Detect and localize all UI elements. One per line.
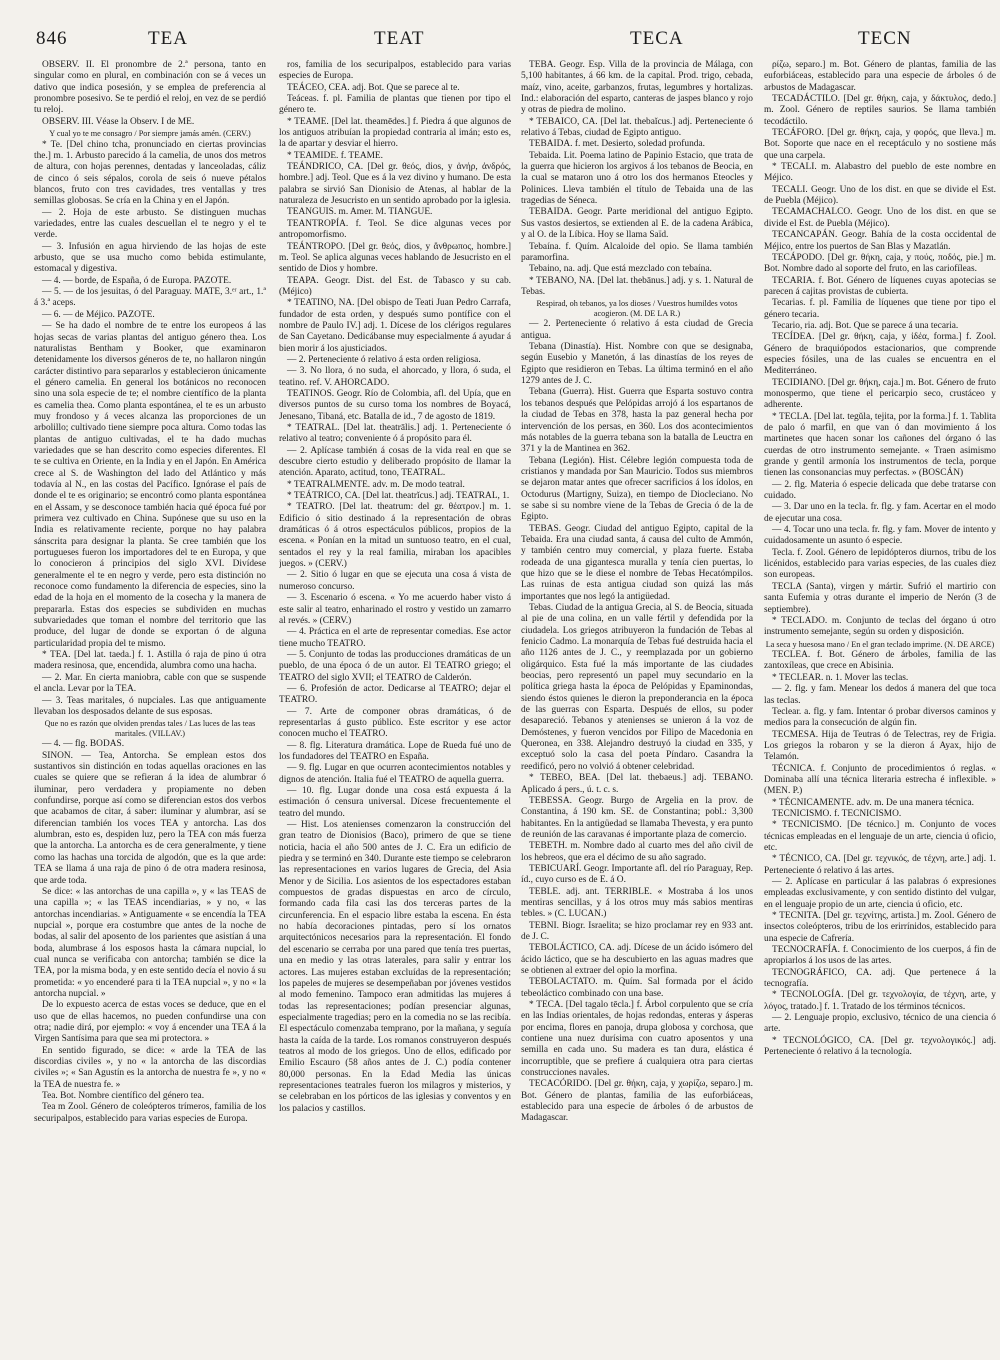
dictionary-entry: — 4. Tocar uno una tecla. fr. flg. y fam. Mover de intento y cuidadosamente un asunto ó especie. bbox=[764, 525, 996, 547]
dictionary-entry: * TEBANO, NA. [Del lat. thebānus.] adj. y s. 1. Natural de Tebas. bbox=[521, 275, 753, 297]
dictionary-entry: * TEATRAL. [Del lat. theatrālis.] adj. 1. Perteneciente ó relativo al teatro; conveniente ó á propósito para él. bbox=[279, 423, 511, 445]
dictionary-entry: * TEAME. [Del lat. theamēdes.] f. Piedra á que algunos de los antiguos atribuían la propiedad contraria al imán; esto es, la de apartar y desviar el hierro. bbox=[279, 116, 511, 150]
guide-word-teat: TEAT bbox=[374, 28, 425, 49]
dictionary-entry: — 2. flg. Materia ó especie delicada que debe tratarse con cuidado. bbox=[764, 479, 996, 502]
dictionary-entry: — 2. Hoja de este arbusto. Se distinguen muchas variedades, entre las cuales descuellan el te negro y el te verde. bbox=[34, 207, 266, 241]
column-2 bbox=[279, 60, 511, 1352]
dictionary-entry: Tecla. f. Zool. Género de lepidópteros diurnos, tribu de los licénidos, establecido para varias especies, de las cuales diez son europeas. bbox=[764, 547, 996, 581]
dictionary-entry: Tebana (Guerra). Hist. Guerra que Esparta sostuvo contra los tebanos después que Pelópidas arrojó á los espartanos de la ciudad de Tebas en 378, hasta la paz general hecha por intervención de los persas, en 360. Los dos acontecimientos más notables de la guerra tebana son la batalla de Leuctra en 371 y la de Mantinea en 362. bbox=[521, 387, 753, 455]
dictionary-entry: TEANTROPÍA. f. Teol. Se dice algunas veces por antropomorfismo. bbox=[279, 218, 511, 241]
dictionary-entry: * TEATRALMENTE. adv. m. De modo teatral. bbox=[287, 479, 465, 490]
dictionary-entry: * TECLEAR. n. 1. Mover las teclas. bbox=[772, 672, 909, 683]
dictionary-entry: TEBOLÁCTICO, CA. adj. Dícese de un ácido isómero del ácido láctico, que se ha descubierto en las aguas madres que se obtienen al extraer del opio la morfina. bbox=[521, 943, 753, 976]
dictionary-entry: Teáceas. f. pl. Familia de plantas que tienen por tipo el género te. bbox=[279, 94, 511, 116]
quotation: Respirad, oh tebanos, ya los dioses / Vuestros humildes votos acogieron. (M. DE LA R.) bbox=[536, 299, 738, 318]
dictionary-entry: — Se ha dado el nombre de te entre los europeos á las hojas secas de varias plantas del antiguo género thea. Los naturalistas Bentham y Booker, que examinaron detenidamente los diversos géneros de te, no hallaron ningún carácter distintivo para separarlos y establecieron únicamente el género camelia. En general los botánicos no reconocen sino una sola especie de te; el nombre científico de la planta es camelia thea. Como planta espontánea, el te es un arbusto muy frondoso y á veces alcanza las proporciones de un arbolillo; cultivado tiene siempre poca altura. Como todas las plantas de antiguo cultivadas, el te ha dado muchas variedades que se han descrito como especies diferentes. El te se cultiva en Oriente, en la India y en el Japón. En América crece al S. de Washington del lado del Atlántico y más todavía al N., en las costas del Pacífico. Ignórase el país de donde el te es originario; se encontró como planta espontánea en el Assam, y se desconoce también hacia qué época fué por primera vez cultivado en China. Supónese que su uso en la India es relativamente reciente, porque no hay palabra sánscrita para designar la planta. Se cree también que los portugueses fueron los importadores del te en Europa, y que lo conocieron á principios del siglo XVI. Divídese generalmente el te en negro y verde, pero esta distinción no reconoce como fundamento la diferencia de especies, sino la edad de la hoja en el momento de la cosecha y la manera de prepararla. Estas dos especies se subdividen en muchas subvariedades que toman el nombre del territorio que las produce, del lugar de donde se exportan ó de alguna particularidad propia del te mismo. bbox=[34, 321, 266, 649]
dictionary-entry: TEBNI. Biogr. Israelita; se hizo proclamar rey en 933 ant. de J. C. bbox=[521, 920, 753, 942]
dictionary-entry: — 8. flg. Literatura dramática. Lope de Rueda fué uno de los fundadores del TEATRO en España. bbox=[279, 740, 511, 762]
dictionary-entry: — 2. Perteneciente ó relativo á esta ciudad de Grecia antigua. bbox=[521, 319, 753, 341]
page-number: 846 bbox=[36, 28, 68, 49]
dictionary-entry: TECLA (Santa), virgen y mártir. Sufrió el martirio con santa Eufemia y otras durante el imperio de Nerón (3 de septiembre). bbox=[764, 581, 996, 615]
column-3 bbox=[521, 60, 753, 1352]
dictionary-entry: TEBAS. Geogr. Ciudad del antiguo Egipto, capital de la Tebaida. Era una ciudad santa, á causa del culto de Ammón, y también centro muy comercial, y plaza fuerte. Estaba rodeada de una gigantesca muralla y tenía cien puertas, lo que hizo que se le diese el nombre de Tebas Hecatómpilos. Las ruinas de esta antigua ciudad son quizá las más importantes que nos legó la antigüedad. bbox=[521, 523, 753, 602]
dictionary-entry: TEÁCEO, CEA. adj. Bot. Que se parece al te. bbox=[287, 82, 460, 93]
dictionary-entry: — 4. Práctica en el arte de representar comedias. Ese actor tiene mucho TEATRO. bbox=[279, 627, 511, 649]
dictionary-entry: TECALI. Geogr. Uno de los dist. en que se divide el Est. de Puebla (Méjico). bbox=[764, 184, 996, 207]
dictionary-entry: OBSERV. II. El pronombre de 2.ª persona, tanto en singular como en plural, en combinación con se á veces un dativo que indica posesión, y se emplea de preferencia al pronombre posesivo. Se te perdió el reloj, en vez de se perdió tu reloj. bbox=[34, 60, 266, 116]
dictionary-entry: — 2. Aplícase también á cosas de la vida real en que se descubre cierto estudio y deliberado propósito de llamar la atención. Aparato, actitud, tono, TEATRAL. bbox=[279, 445, 511, 479]
dictionary-entry: TECIDIANO. [Del gr. θήκη, caja.] m. Bot. Género de fruto monospermo, que tiene el pericarpio seco, crustáceo y adherente. bbox=[764, 377, 996, 411]
dictionary-entry: — 2. Perteneciente ó relativo á esta orden religiosa. bbox=[287, 354, 481, 365]
dictionary-entry: — 9. flg. Lugar en que ocurren acontecimientos notables y dignos de atención. Italia fué el TEATRO de aquella guerra. bbox=[279, 763, 511, 785]
dictionary-entry: TECÁPODO. [Del gr. θήκη, caja, y πούς, ποδός, pie.] m. Bot. Nombre dado al soporte del fruto, en las cariofíleas. bbox=[764, 252, 996, 275]
dictionary-entry: * TEAMIDE. f. TEAME. bbox=[287, 150, 383, 161]
dictionary-entry: * TECALI. m. Alabastro del pueblo de este nombre en Méjico. bbox=[764, 162, 996, 184]
dictionary-entry: TEÁNTROPO. [Del gr. θεός, dios, y ἄνθρωπος, hombre.] m. Teol. Se aplica algunas veces hablando de Jesucristo en el sentido de Dios y hombre. bbox=[279, 241, 511, 275]
dictionary-entry: TEBOLACTATO. m. Quím. Sal formada por el ácido tebeoláctico combinado con una base. bbox=[521, 977, 753, 999]
dictionary-entry: Tea. Bot. Nombre científico del género tea. bbox=[42, 1091, 205, 1102]
dictionary-entry: TECADÁCTILO. [Del gr. θήκη, caja, y δάκτυλος, dedo.] m. Zool. Género de reptiles saurios. Se llama también tecodáctilo. bbox=[764, 94, 996, 127]
dictionary-entry: Se dice: « las antorchas de una capilla », y « las TEAS de una capilla »; « las TEAS incendiarias, » y no, « las antorchas incendiarias. » Antiguamente « se encendía la TEA nupcial », porque era costumbre que antes de la noche de bodas, al salir del aposento de los parientes que asistían á una boda, alumbrase á los esposos hasta la cámara nupcial, lo cual nunca se verificaba con antorcha; también se dice la TEA, por la misma boda, y en este sentido decía el novio á su prometida: « yo encenderé para ti la TEA nupcial », y no « la antorcha nupcial. » bbox=[34, 886, 266, 999]
dictionary-entry: * TECNOLOGÍA. [Del gr. τεχνολογία, de τέχνη, arte, y λόγος, tratado.] f. 1. Tratado de los términos técnicos. bbox=[764, 990, 996, 1012]
dictionary-entry: TECNICISMO. f. TECNICISMO. bbox=[772, 808, 902, 819]
dictionary-entry: — 2. Mar. En cierta maniobra, cable con que se suspende el ancla. Levar por la TEA. bbox=[34, 672, 266, 695]
dictionary-entry: — 10. flg. Lugar donde una cosa está expuesta á la estimación ó censura universal. Dícese frecuentemente el teatro del mundo. bbox=[279, 786, 511, 819]
dictionary-entry: Tea m Zool. Género de coleópteros trímeros, familia de los securipalpos, establecido para varias especies de Europa. bbox=[34, 1102, 266, 1124]
dictionary-entry: — 2. Aplícase en particular á las palabras ó expresiones empleadas exclusivamente, y con sentido distinto del vulgar, en el lenguaje propio de un arte, ciencia ú oficio, etc. bbox=[764, 877, 996, 910]
dictionary-entry: TEÁNDRICO, CA. [Del gr. θεός, dios, y ἀνήρ, ἀνδρός, hombre.] adj. Teol. Que es á la vez divino y humano. De esta palabra se sirvió San Dionisio de Atenas, al hablar de la naturaleza de Jesucristo en un sentido aprobado por la iglesia. bbox=[279, 162, 511, 207]
dictionary-entry: — 3. Dar uno en la tecla. fr. flg. y fam. Acertar en el modo de ejecutar una cosa. bbox=[764, 502, 996, 524]
dictionary-entry: TECÁFORO. [Del gr. θήκη, caja, y φορός, que lleva.] m. Bot. Soporte que nace en el receptáculo y no sostiene más que una carpela. bbox=[764, 128, 996, 161]
dictionary-entry: TEAPA. Geogr. Dist. del Est. de Tabasco y su cab. (Méjico) bbox=[279, 275, 511, 297]
guide-word-tea: TEA bbox=[148, 28, 188, 49]
dictionary-entry: Tebaino, na. adj. Que está mezclado con tebaína. bbox=[529, 264, 712, 275]
dictionary-entry: TECAMACHALCO. Geogr. Uno de los dist. en que se divide el Est. de Puebla (Méjico). bbox=[764, 207, 996, 229]
dictionary-entry: * Te. [Del chino tcha, pronunciado en ciertas provincias the.] m. 1. Arbusto parecido á la camelia, de unos dos metros de altura, con hojas perennes, dentadas y lanceoladas, cáliz de cinco ó seis sépalos, corola de seis ó nueve pétalos blancos, fruto con tres cavidades, tres ventallas y tres semillas globosas. Se cría en la China y en el Japón. bbox=[34, 139, 266, 207]
quotation: Que no es razón que olviden prendas tales / Las luces de las teas maritales. (VILLAV.) bbox=[44, 719, 256, 738]
dictionary-entry: TECACÓRIDO. [Del gr. θήκη, caja, y χωρίζω, separo.] m. Bot. Género de plantas, familia de las euforbiáceas, establecido para una especie de árboles ó de arbustos de Madagascar. bbox=[521, 1079, 753, 1124]
dictionary-entry: — 2. Lenguaje propio, exclusivo, técnico de una ciencia ó arte. bbox=[764, 1013, 996, 1035]
dictionary-entry: TECMESA. Hija de Teutras ó de Telectras, rey de Frigia. Los griegos la robaron y se la dieron á Ayax, hijo de Telamón. bbox=[764, 729, 996, 763]
dictionary-entry: * TÉCNICO, CA. [Del gr. τεχνικός, de τέχνη, arte.] adj. 1. Perteneciente ó relativo á las artes. bbox=[764, 854, 996, 876]
dictionary-entry: — 2. Sitio ó lugar en que se ejecuta una cosa á vista de numeroso concurso. bbox=[279, 570, 511, 592]
dictionary-entry: * TEATINO, NA. [Del obispo de Teati Juan Pedro Carrafa, fundador de esta orden, y después sumo pontífice con el nombre de Paulo IV.] adj. 1. Dícese de los clérigos regulares de San Cayetano. Dedicábanse muy especialmente á ayudar á bien morir á los ajusticiados. bbox=[279, 298, 511, 354]
dictionary-entry: TECÍDEA. [Del gr. θήκη, caja, y ἰδέα, forma.] f. Zool. Género de braquiópodos estacionarios, que comprende especies fósiles, una de las cuales se encuentra en el Mediterráneo. bbox=[764, 332, 996, 377]
dictionary-entry: — 3. No llora, ó no suda, el ahorcado, y llora, ó suda, el teatino. ref. V. AHORCADO. bbox=[279, 366, 511, 388]
dictionary-entry: * TEATRO. [Del lat. theatrum: del gr. θέατρον.] m. 1. Edificio ó sitio destinado á la representación de obras dramáticas ó á otros espectáculos públicos, propios de la escena. « Ponían en la mitad un suntuoso teatro, en el cual, sentados el rey y la real familia, miraban los apacibles juegos. » (CERV.) bbox=[279, 502, 511, 570]
quotation: Y cual yo te me consagro / Por siempre jamás amén. (CERV.) bbox=[49, 129, 251, 139]
dictionary-entry: * TECNITA. [Del gr. τεχνίτης, artista.] m. Zool. Género de insectos coleópteros, tribu de los erirrínidos, establecido para una especie de Cafrería. bbox=[764, 911, 996, 944]
dictionary-entry: Tebaína. f. Quím. Alcaloide del opio. Se llama también paramorfina. bbox=[521, 241, 753, 263]
dictionary-entry: OBSERV. III. Véase la Observ. I de ME. bbox=[42, 116, 195, 127]
dictionary-entry: TEBETH. m. Nombre dado al cuarto mes del año civil de los hebreos, que era el décimo de su año sagrado. bbox=[521, 841, 753, 863]
dictionary-entry: Tecario, ria. adj. Bot. Que se parece á una tecaria. bbox=[772, 320, 959, 331]
dictionary-entry: ros, familia de los securipalpos, establecido para varias especies de Europa. bbox=[279, 60, 511, 82]
dictionary-entry: * TEÁTRICO, CA. [Del lat. theatrĭcus.] adj. TEATRAL, 1. bbox=[287, 491, 510, 502]
dictionary-entry: — 2. flg. y fam. Menear los dedos á manera del que toca las teclas. bbox=[764, 684, 996, 706]
dictionary-entry: — Hist. Los atenienses comenzaron la construcción del gran teatro de Dionisios (Baco), primero de que se tiene noticia, hacia el año 500 antes de J. C. Era un edificio de piedra y se terminó en 340. Durante este tiempo se celebraron las representaciones en varios lugares de Grecia, del Asia Menor y de Sicilia. Los asientos de los espectadores estaban compuestos de gradas dispuestas en arco de círculo, formando cada fila casi las dos terceras partes de la circunferencia. En el espacio libre estaba la escena. En ésta no había decoraciones pintadas, pero sí los ornatos arquitectónicos necesarios para la representación. El fondo del escenario se cerraba por una pared que tenía tres puertas, una en medio y las otras laterales, para salir y entrar los actores. Las mujeres estaban excluídas de la representación; los papeles de mujeres se desempeñaban por jóvenes vestidos al modo femenino. Tampoco eran admitidas las mujeres á todas las representaciones; podían presenciar algunas, especialmente tragedias; pero en la comedia no se las recibía. El espectáculo comenzaba temprano, por la mañana, y seguía hasta la caída de la tarde. Los romanos construyeron después teatros al modo de los griegos. Uno de ellos, edificado por Emilio Escauro (58 años antes de J. C.) podía contener 80,000 personas. En la Edad Media las únicas representaciones teatrales fueron los milagros y misterios, y se celebraban en los pórticos de las iglesias y conventos y en los palacios y castillos. bbox=[279, 820, 511, 1114]
dictionary-entry: TECANCAPÁN. Geogr. Bahía de la costa occidental de Méjico, entre los puertos de San Blas y Mazatlán. bbox=[764, 230, 996, 252]
dictionary-entry: * TECNOLÓGICO, CA. [Del gr. τεχνολογικός.] adj. Perteneciente ó relativo á la tecnología. bbox=[764, 1035, 996, 1058]
dictionary-entry: De lo expuesto acerca de estas voces se deduce, que en el uso que de ellas hacemos, no pueden confundirse una con otra; nadie dirá, por ejemplo: « voy á encender una TEA á la Virgen Santísima para que sea mi protectora. » bbox=[34, 1000, 266, 1045]
guide-word-teca: TECA bbox=[630, 28, 684, 49]
dictionary-entry: Tebana (Dinastía). Hist. Nombre con que se designaba, según Eusebio y Manetón, á las dinastías de los reyes de Egipto que residieron en Tebas. La última terminó en el año 1279 antes de J. C. bbox=[521, 342, 753, 387]
dictionary-entry: — 3. Infusión en agua hirviendo de las hojas de este arbusto, que se usa mucho como bebida estimulante, estomacal y digestiva. bbox=[34, 241, 266, 275]
dictionary-entry: TEBAIDA. f. met. Desierto, soledad profunda. bbox=[529, 139, 705, 150]
dictionary-entry: — 5. Conjunto de todas las producciones dramáticas de un pueblo, de una época ó de un autor. El TEATRO griego; el TEATRO del siglo XVII; el TEATRO de Calderón. bbox=[279, 649, 511, 683]
dictionary-entry: Tebana (Legión). Hist. Célebre legión compuesta toda de cristianos y mandada por San Mauricio. Todos sus miembros se dejaron matar antes que ofrecer sacrificios á los ídolos, en Octodurus (Martigny, Suiza), en tiempo de Diocleciano. No se sabe si su nombre viene de la Tebas de Grecia ó de la de Egipto. bbox=[521, 455, 753, 523]
dictionary-entry: * TEA. [Del lat. taeda.] f. 1. Astilla ó raja de pino ú otra madera resinosa, que, encendida, alumbra como una hacha. bbox=[34, 650, 266, 672]
dictionary-entry: Teclear. a. flg. y fam. Intentar ó probar diversos caminos y medios para la consecución de algún fin. bbox=[764, 706, 996, 729]
dictionary-entry: * TÉCNICAMENTE. adv. m. De una manera técnica. bbox=[772, 797, 975, 808]
dictionary-entry: TEBESSA. Geogr. Burgo de Argelia en la prov. de Constantina, á 190 km. SE. de Constantina; pobl.: 3,300 habitantes. En la antigüedad se llamaba Thevesta, y era punto de reunión de las caravanas é importante plaza de comercio. bbox=[521, 795, 753, 840]
dictionary-entry: En sentido figurado, se dice: « arde la TEA de las discordias civiles », y no « la antorcha de las discordias civiles »; « San Agustín es la antorcha de nuestra fe », y no « la TEA de nuestra fe. » bbox=[34, 1045, 266, 1090]
dictionary-entry: — 3. Escenario ó escena. « Yo me acuerdo haber visto á este salir al teatro, enharinado el rostro y vestido un zamarro al revés. » (CERV.) bbox=[279, 593, 511, 626]
dictionary-entry: — 4. — flg. BODAS. bbox=[42, 739, 125, 750]
dictionary-entry: — 5. — de los jesuitas, ó del Paraguay. MATE, 3.ᵉʳ art., 1.ª á 3.ª aceps. bbox=[34, 287, 266, 309]
dictionary-entry: Tebas. Ciudad de la antigua Grecia, al S. de Beocia, situada al pie de una colina, en un valle fértil y defendida por la ciudadela. Los griegos atribuyeron la fundación de Tebas al fenicio Cadmo. La monarquía de Tebas fué destruida hacia el año 1126 antes de J. C., y reemplazada por un gobierno oligárquico. Esta fué la más importante de las ciudades beocias, pero representó un papel muy secundario en la política griega hasta la época de Pelópidas y Epaminondas, siendo éstos quienes le dieron la preponderancia en la época de las guerras con Esparta. Después de ellos, su poder desapareció. Tebanos y atenienses se unieron á la voz de Demóstenes, y fueron vencidos por Filipo de Macedonia en Queronea, en 338. Alejandro destruyó la ciudad en 335, y exceptuó solo la casa del poeta Píndaro. Casandra la reedificó, pero no volvió á obtener celebridad. bbox=[521, 603, 753, 772]
dictionary-entry: — 6. — de Méjico. PAZOTE. bbox=[42, 309, 155, 320]
dictionary-entry: * TECNICISMO. [De técnico.] m. Conjunto de voces técnicas empleadas en el lenguaje de un arte, ciencia ú oficio, etc. bbox=[764, 820, 996, 853]
dictionary-entry: TÉCNICA. f. Conjunto de procedimientos ó reglas. « Dominaba allí una técnica literaria estrecha é inflexible. » (MEN. P.) bbox=[764, 763, 996, 797]
dictionary-entry: TEATINOS. Geogr. Río de Colombia, afl. del Upía, que en diversos puntos de su curso toma los nombres de Boyacá, Jenesano, Tibaná, etc. Batalla de id., 7 de agosto de 1819. bbox=[279, 388, 511, 422]
dictionary-entry: * TEBAICO, CA. [Del lat. thebaĭcus.] adj. Perteneciente ó relativo á Tebas, ciudad de Egipto antiguo. bbox=[521, 116, 753, 139]
column-4 bbox=[764, 60, 996, 1352]
dictionary-entry: Tebaida. Lit. Poema latino de Papinio Estacio, que trata de la guerra que hicieron los argivos á los tebanos de Beocia, en la cual se mataron uno á otro los dos hermanos Eteocles y Polinices. Lleva también el título de Tebaida una de las tragedias de Séneca. bbox=[521, 150, 753, 207]
dictionary-entry: TECARIA. f. Bot. Género de líquenes cuyas apotecias se parecen á cajitas provistas de cubierta. bbox=[764, 275, 996, 297]
dictionary-entry: — 6. Profesión de actor. Dedicarse al TEATRO; dejar el TEATRO. bbox=[279, 683, 511, 706]
dictionary-entry: TECNOGRÁFICO, CA. adj. Que pertenece á la tecnografía. bbox=[764, 967, 996, 990]
dictionary-entry: TEBICUARÍ. Geogr. Importante afl. del río Paraguay, Rep. íd., cuyo curso es de E. á O. bbox=[521, 863, 753, 886]
dictionary-entry: — 3. Teas maritales, ó nupciales. Las que antiguamente llevaban los desposados delante de sus esposas. bbox=[34, 695, 266, 717]
dictionary-entry: * TECLA. [Del lat. tegŭla, tejita, por la forma.] f. 1. Tablita de palo ó marfil, en que van ó dan movimiento á los martinetes que hacen sonar los cañones del órgano ó las cuerdas de otro instrumento semejante. « Traen asimismo grande y gentil armonía los instrumentos de tecla, porque tienen las consonancias muy perfectas. » (BOSCÁN) bbox=[764, 411, 996, 479]
dictionary-entry: — 4. — borde, de España, ó de Europa. PAZOTE. bbox=[42, 275, 232, 286]
dictionary-entry: TEBAIDA. Geogr. Parte meridional del antiguo Egipto. Sus vastos desiertos, se extienden al E. de la cadena Arábica, y al O. de la Líbica. Hoy se llama Saïd. bbox=[521, 207, 753, 241]
dictionary-entry: SINON. — Tea, Antorcha. Se emplean estos dos sustantivos sin distinción en todas aquellas oraciones en las cuales se quiere que se refieran á la idea de alumbrar ó iluminar, pero verdadera y propiamente no deben confundirse, porque así como se diferencian estos dos verbos que acabamos de citar, á saber: iluminar y alumbrar, así se diferencian también los voces TEA y antorcha. Las dos alumbran, esto es, despiden luz, pero la TEA con más fuerza que la antorcha. La antorcha es de cera generalmente, y tiene como las hachas una torcida de algodón, que es la que arde: TEA se llama á una raja de pino ó de otra madera resinosa, que arde toda. bbox=[34, 750, 266, 886]
dictionary-entry: ρίζω, separo.] m. Bot. Género de plantas, familia de las euforbiáceas, establecido para una especie de árboles ó de arbustos de Madagascar. bbox=[764, 60, 996, 93]
dictionary-entry: TEANGUIS. m. Amer. M. TIANGUE. bbox=[287, 207, 433, 218]
dictionary-entry: TEBA. Geogr. Esp. Villa de la provincia de Málaga, con 5,100 habitantes, á 66 km. de la capital. Prod. trigo, cebada, maíz, vino, aceite, garbanzos, frutas, legumbres y hortalizas. Ind.: elaboración del esparto, canteras de jaspes blanco y rojo y otras de piedra de molino. bbox=[521, 60, 753, 116]
dictionary-entry: Tecarias. f. pl. Familia de líquenes que tiene por tipo el género tecaria. bbox=[764, 298, 996, 320]
dictionary-entry: * TEBEO, BEA. [Del lat. thebaeus.] adj. TEBANO. Aplicado á pers., ú. t. c. s. bbox=[521, 773, 753, 795]
dictionary-entry: TECLEA. f. Bot. Género de árboles, familia de las zantoxíleas, que crece en Abisinia. bbox=[764, 650, 996, 672]
dictionary-entry: TEBLE. adj. ant. TERRIBLE. « Mostraba á los unos mentiras sencillas, y á los otros muy más sabios mentiras tebles. » (C. LUCAN.) bbox=[521, 886, 753, 920]
guide-word-tecn: TECN bbox=[858, 28, 912, 49]
dictionary-entry: * TECA. [Del tagalo tēcla.] f. Árbol corpulento que se cría en las Indias orientales, de hojas redondas, enteras y ásperas por encima, flores en panoja, drupa globosa y corchosa, que contiene una nuez durísima con cuatro aposentos y una semilla en cada uno. Su madera es tan dura, elástica é incorruptible, que se prefiere á cualquiera otra para ciertas construcciones navales. bbox=[521, 1000, 753, 1079]
dictionary-entry: — 7. Arte de componer obras dramáticas, ó de representarlas á gusto público. Este escritor y ese actor conocen mucho el TEATRO. bbox=[279, 706, 511, 740]
dictionary-entry: TECNOCRAFÍA. f. Conocimiento de los cuerpos, á fin de apropiarlos á los usos de las artes. bbox=[764, 945, 996, 967]
quotation: La seca y huesosa mano / En el gran teclado imprime. (N. DE ARCE) bbox=[765, 639, 995, 649]
dictionary-entry: * TECLADO. m. Conjunto de teclas del órgano ú otro instrumento semejante, según su orden y disposición. bbox=[764, 615, 996, 638]
column-1 bbox=[34, 60, 266, 1352]
